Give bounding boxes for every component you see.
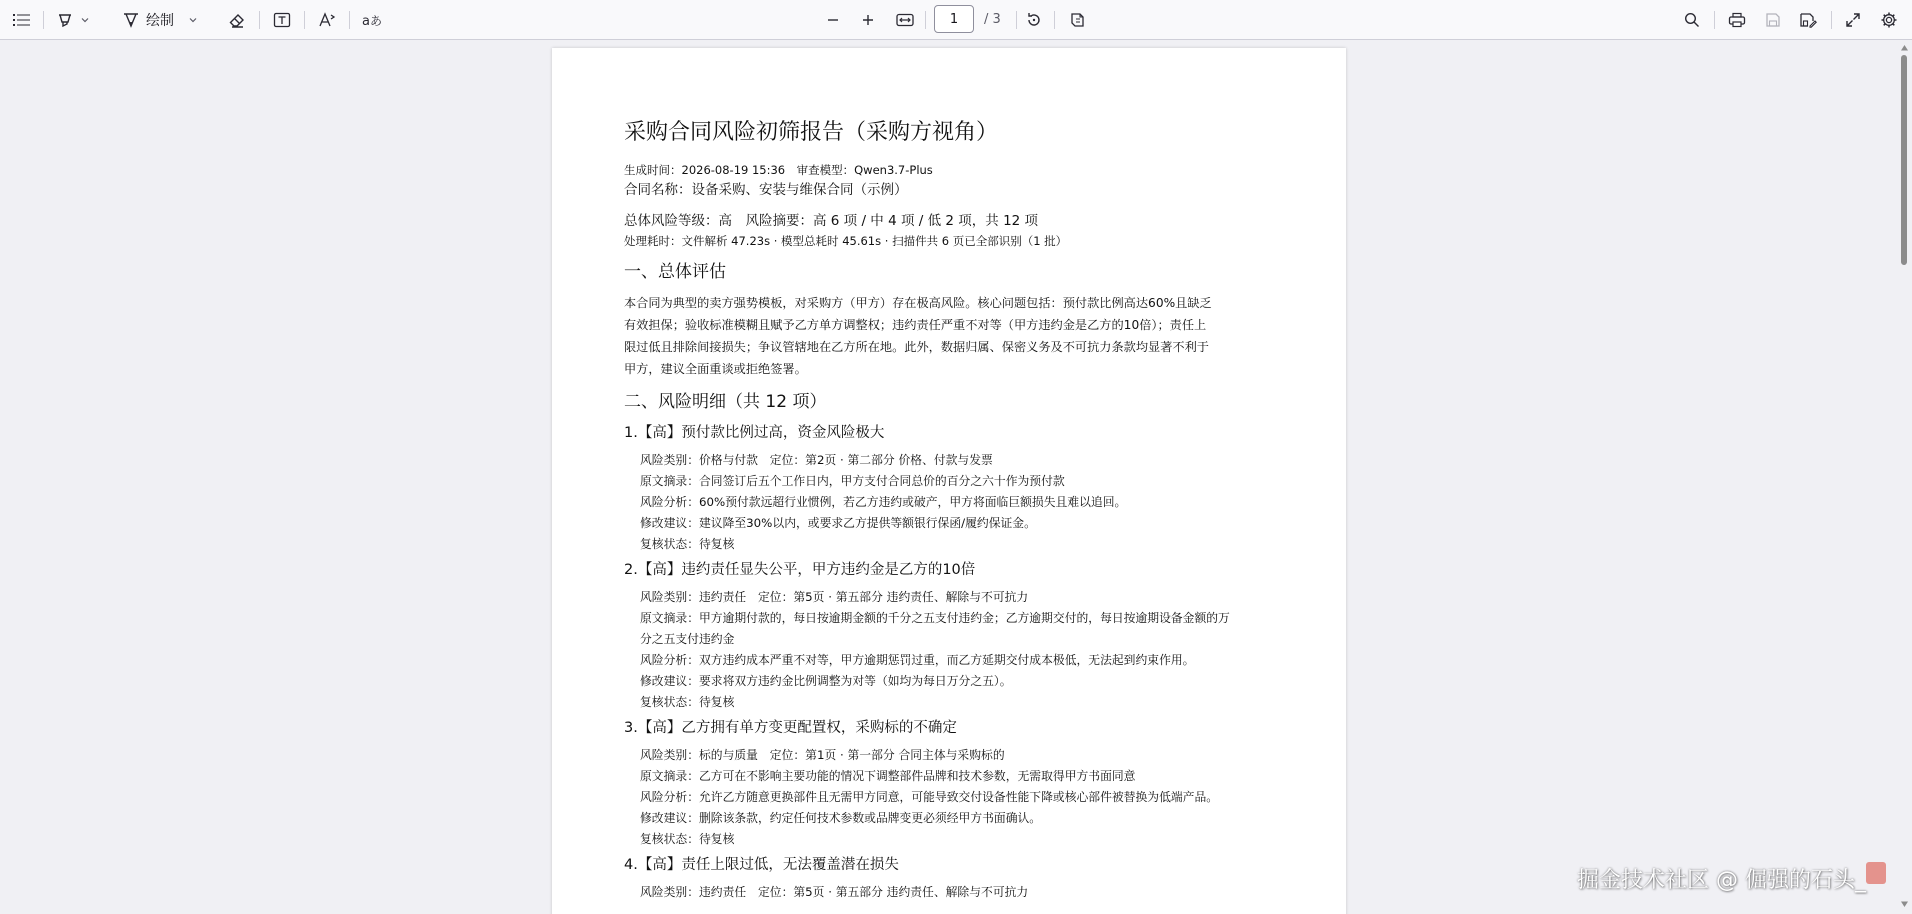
font-size-icon — [318, 11, 336, 29]
risk-item-heading: 1.【高】预付款比例过高，资金风险极大 — [624, 425, 885, 441]
save-as-button[interactable] — [1797, 6, 1819, 34]
translate-button[interactable] — [361, 6, 383, 34]
text-tool-button[interactable] — [272, 6, 292, 34]
page-layout-button[interactable] — [1068, 6, 1090, 34]
paragraph-line: 甲方，建议全面重谈或拒绝签署。 — [624, 362, 807, 376]
rotate-button[interactable] — [1023, 6, 1045, 34]
fit-width-icon — [896, 12, 914, 28]
risk-field: 原文摘录：乙方可在不影响主要功能的情况下调整部件品牌和技术参数，无需取得甲方书面同意 — [640, 769, 1136, 783]
rotate-icon — [1025, 11, 1043, 29]
section-heading-overview: 一、总体评估 — [624, 262, 726, 282]
risk-field: 风险类别：违约责任 定位：第5页 · 第五部分 违约责任、解除与不可抗力 — [640, 590, 1029, 604]
zoom-out-button[interactable] — [823, 6, 843, 34]
generation-meta: 生成时间：2026-08-19 15:36 审查模型：Qwen3.7-Plus — [624, 163, 933, 177]
risk-item — [624, 717, 1284, 850]
page-fit-button[interactable] — [894, 6, 916, 34]
text-style-button[interactable] — [317, 6, 337, 34]
settings-button[interactable] — [1878, 6, 1900, 34]
risk-field: 复核状态：待复核 — [640, 537, 735, 551]
risk-field: 原文摘录：合同签订后五个工作日内，甲方支付合同总价的百分之六十作为预付款 — [640, 474, 1065, 488]
highlight-tool-button[interactable] — [55, 6, 91, 34]
risk-item — [624, 422, 1284, 555]
text-box-icon — [273, 11, 291, 29]
risk-item — [624, 854, 1284, 903]
toolbar-divider — [349, 11, 350, 29]
risk-field: 风险类别：价格与付款 定位：第2页 · 第二部分 价格、付款与发票 — [640, 453, 993, 467]
processing-time: 处理耗时：文件解析 47.23s · 模型总耗时 45.61s · 扫描件共 6 页已全部识别（1 批） — [624, 234, 1068, 248]
watermark-badge — [1866, 862, 1886, 884]
highlighter-icon — [56, 11, 74, 29]
toolbar-divider — [304, 11, 305, 29]
chevron-down-icon — [188, 15, 198, 25]
draw-tool-button[interactable] — [122, 6, 212, 34]
page-number-input[interactable] — [934, 5, 974, 33]
toolbar-divider — [1831, 11, 1832, 29]
printer-icon — [1728, 12, 1746, 28]
paragraph-line: 有效担保；验收标准模糊且赋予乙方单方调整权；违约责任严重不对等（甲方违约金是乙方的10倍）；责任上 — [624, 318, 1207, 332]
toolbar-divider — [1714, 11, 1715, 29]
vertical-scrollbar[interactable] — [1896, 41, 1912, 914]
translate-icon — [362, 11, 382, 29]
page-content — [624, 118, 1284, 903]
risk-field: 原文摘录：甲方逾期付款的，每日按逾期金额的千分之五支付违约金；乙方逾期交付的，每日按逾期设备金额的万 — [640, 611, 1230, 625]
toolbar-divider — [43, 11, 44, 29]
section-heading-details: 二、风险明细（共 12 项） — [624, 392, 827, 412]
sidebar-toggle-button[interactable] — [12, 6, 32, 34]
risk-field: 修改建议：建议降至30%以内，或要求乙方提供等额银行保函/履约保证金。 — [640, 516, 1036, 530]
toolbar-divider — [1016, 11, 1017, 29]
risk-field: 修改建议：要求将双方违约金比例调整为对等（如均为每日万分之五）。 — [640, 674, 1012, 688]
search-button[interactable] — [1681, 6, 1703, 34]
zoom-in-button[interactable] — [858, 6, 878, 34]
page-title: 采购合同风险初筛报告（采购方视角） — [624, 120, 999, 145]
minus-icon — [826, 13, 840, 27]
eraser-tool-button[interactable] — [227, 6, 247, 34]
search-icon — [1684, 12, 1700, 28]
paragraph-line: 本合同为典型的卖方强势模板，对采购方（甲方）存在极高风险。核心问题包括：预付款比例高达60%且缺乏 — [624, 296, 1212, 310]
book-pages-icon — [1070, 12, 1088, 28]
risk-field: 风险类别：标的与质量 定位：第1页 · 第一部分 合同主体与采购标的 — [640, 748, 1005, 762]
paragraph-line: 限过低且排除间接损失；争议管辖地在乙方所在地。此外，数据归属、保密义务及不可抗力条款均显著不利于 — [624, 340, 1209, 354]
chevron-down-icon — [80, 15, 90, 25]
risk-summary: 总体风险等级：高 风险摘要：高 6 项 / 中 4 项 / 低 2 项，共 12 项 — [624, 213, 1039, 229]
risk-field: 复核状态：待复核 — [640, 695, 735, 709]
scroll-up-arrow-icon[interactable] — [1901, 45, 1908, 51]
floppy-disk-icon — [1765, 12, 1781, 28]
risk-item-heading: 3.【高】乙方拥有单方变更配置权，采购标的不确定 — [624, 720, 957, 736]
risk-field: 风险分析：双方违约成本严重不对等，甲方逾期惩罚过重，而乙方延期交付成本极低，无法起到约束作用。 — [640, 653, 1195, 667]
pdf-toolbar — [0, 0, 1912, 40]
save-as-icon — [1799, 12, 1817, 28]
contract-name: 合同名称：设备采购、安装与维保合同（示例） — [624, 182, 908, 198]
toolbar-divider — [1054, 11, 1055, 29]
scroll-down-arrow-icon[interactable] — [1901, 901, 1908, 907]
risk-item — [624, 559, 1284, 713]
print-button[interactable] — [1726, 6, 1748, 34]
scrollbar-thumb[interactable] — [1901, 55, 1907, 265]
watermark-text: 掘金技术社区 @ 倔强的石头_ — [1577, 868, 1866, 893]
svg-text:a: a — [362, 14, 370, 29]
risk-item-heading: 4.【高】责任上限过低，无法覆盖潜在损失 — [624, 857, 899, 873]
pdf-page — [552, 48, 1346, 914]
eraser-icon — [228, 11, 246, 29]
gear-icon — [1880, 11, 1898, 29]
toolbar-divider — [259, 11, 260, 29]
risk-item-heading: 2.【高】违约责任显失公平，甲方违约金是乙方的10倍 — [624, 562, 976, 578]
toolbar-divider — [925, 11, 926, 29]
svg-text:あ: あ — [370, 14, 382, 28]
overview-paragraph — [624, 292, 1284, 380]
risk-field: 风险类别：违约责任 定位：第5页 · 第五部分 违约责任、解除与不可抗力 — [640, 885, 1029, 899]
draw-tool-label: 绘制 — [146, 13, 174, 29]
risk-field: 复核状态：待复核 — [640, 832, 735, 846]
risk-field: 风险分析：60%预付款远超行业惯例，若乙方违约或破产，甲方将面临巨额损失且难以追回。 — [640, 495, 1127, 509]
risk-field: 风险分析：允许乙方随意更换部件且无需甲方同意，可能导致交付设备性能下降或核心部件被替换为低端产品。 — [640, 790, 1219, 804]
save-button[interactable] — [1762, 6, 1784, 34]
document-viewer[interactable] — [0, 41, 1912, 914]
plus-icon — [861, 13, 875, 27]
fullscreen-button[interactable] — [1842, 6, 1864, 34]
expand-icon — [1845, 12, 1861, 28]
pen-icon — [122, 11, 140, 29]
risk-field: 分之五支付违约金 — [640, 632, 735, 646]
page-total-label: / 3 — [984, 12, 1001, 27]
list-icon — [13, 13, 31, 27]
risk-field: 修改建议：删除该条款，约定任何技术参数或品牌变更必须经甲方书面确认。 — [640, 811, 1042, 825]
